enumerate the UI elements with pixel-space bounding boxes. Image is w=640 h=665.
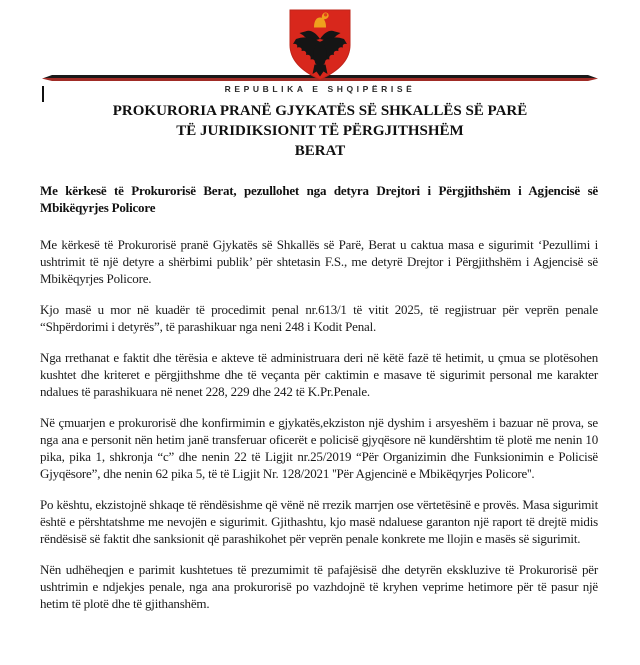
paragraph-4: Në çmuarjen e prokurorisë dhe konfirmimin e gjykatës,ekziston një dyshim i arsyeshëm i bazuar në prova, se nga ana e personit nën hetim janë transferuar oficerët e policisë gjyqësore në kundërshtim të plotë me nenin 10 pika, pika 1, shkronja “c” dhe nenin 22 të Ligjit nr.25/2019 “Për Organizimin dhe Funksionimin e Policisë Gjyqësore”, dhe nenin 62 pika 5, të të Ligjit Nr. 128/2021 ''Për Agjencinë e Mbikëqyrjes Policore''. (40, 415, 598, 481)
paragraph-3: Nga rrethanat e faktit dhe tërësia e akteve të administruara deri në këtë fazë të hetimit, u çmua se plotësohen kushtet dhe kriteret e përgjithshme dhe të veçanta për caktimin e masave të sigurimit personal me karakter ndalues të parashikuara në nenet 228, 229 dhe 242 të K.Pr.Penale. (40, 350, 598, 399)
paragraph-5: Po kështu, ekzistojnë shkaqe të rëndësishme që vënë në rrezik marrjen ose vërtetësinë e provës. Masa sigurimit është e përshtatshme me nevojën e sigurimit. Gjithashtu, kjo masë ndaluese garanton një raport të drejtë midis rëndësisë së faktit dhe sanksionit që parashikohet për veprën penale konkrete me llojin e masës së sigurimit. (40, 497, 598, 546)
document-body (40, 182, 598, 626)
title-line-3: BERAT (294, 143, 346, 159)
paragraph-1: Me kërkesë të Prokurorisë pranë Gjykatës së Shkallës së Parë, Berat u caktua masa e sigurimit ‘Pezullimi i ushtrimit të një detyre a shërbimi publik’ për shtetasin F.S., me detyrë Drejtor i Përgjithshëm i Agjencisë së Mbikëqyrjes Policore. (40, 237, 598, 286)
coat-of-arms-svg (287, 8, 353, 82)
albania-coat-of-arms-icon (287, 8, 353, 82)
title-line-2: TË JURIDIKSIONIT TË PËRGJITHSHËM (176, 123, 464, 139)
paragraph-6: Nën udhëheqjen e parimit kushtetues të prezumimit të pafajësisë dhe detyrën ekskluzive të Prokurorisë për ushtrimin e ndjekjes penale, nga ana prokurorisë po vazhdojnë të kryhen veprime hetimore për të pasur një hetim të plotë dhe të gjithanshëm. (40, 562, 598, 611)
title-line-1: PROKURORIA PRANË GJYKATËS SË SHKALLËS SË PARË (112, 103, 528, 119)
document-title (0, 101, 640, 161)
paragraph-2: Kjo masë u mor në kuadër të procedimit penal nr.613/1 të vitit 2025, të regjistruar për veprën penale “Shpërdorimi i detyrës”, të parashikuar nga neni 248 i Kodit Penal. (40, 302, 598, 334)
lead-paragraph: Me kërkesë të Prokurorisë Berat, pezullohet nga detyra Drejtori i Përgjithshëm i Agjencisë së Mbikëqyrjes Policore (40, 183, 598, 215)
republic-label: REPUBLIKA E SHQIPËRISË (224, 84, 416, 94)
